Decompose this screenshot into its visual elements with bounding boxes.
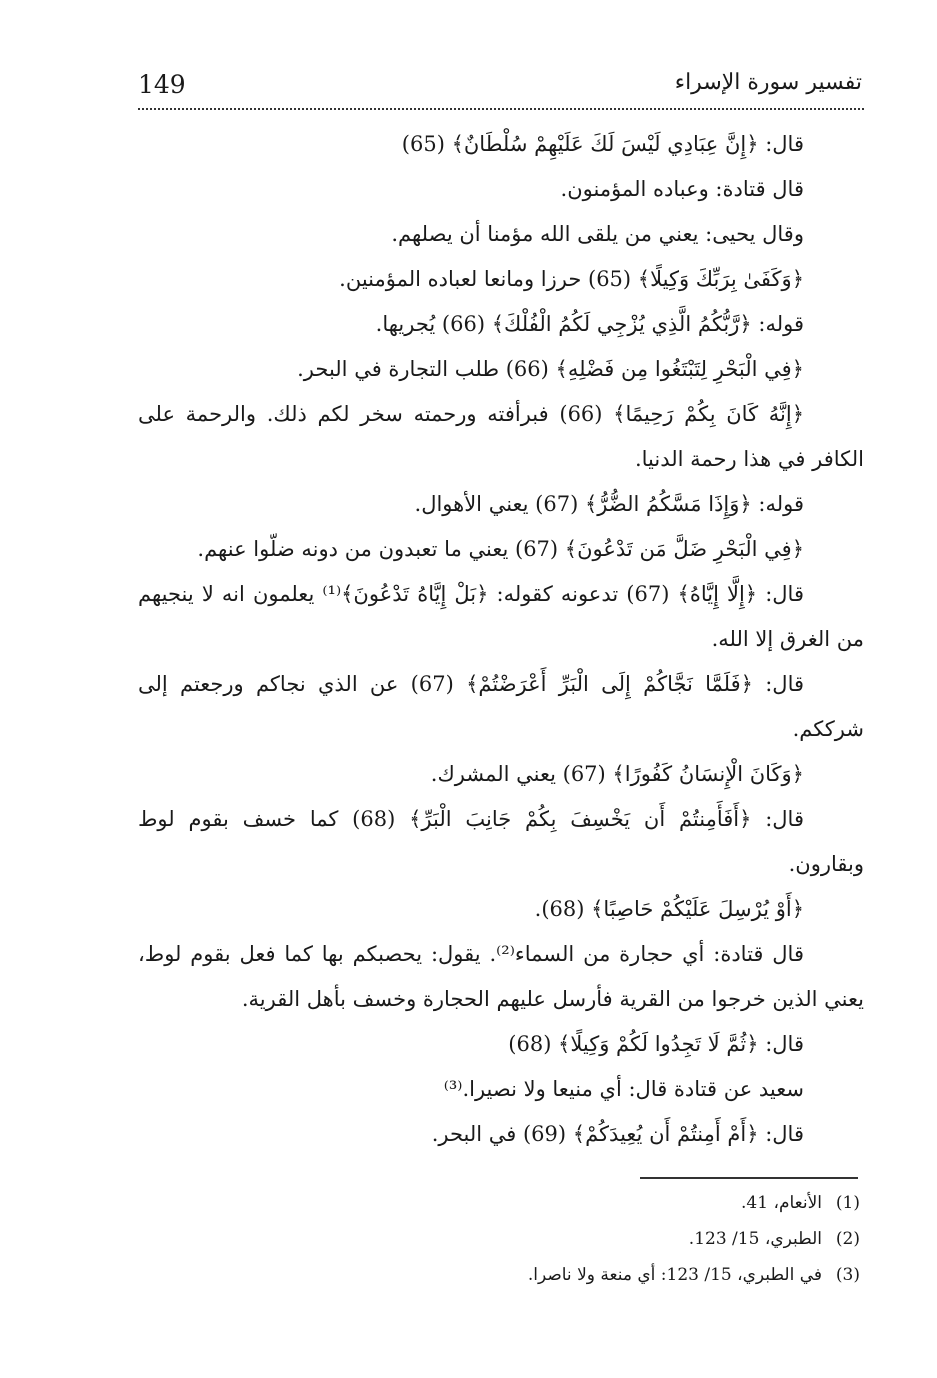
- paragraph: قال: ﴿أَمْ أَمِنتُمْ أَن يُعِيدَكُمْ﴾ (69) في البحر.: [431, 1122, 804, 1146]
- paragraph: قال: ﴿فَلَمَّا نَجَّاكُمْ إِلَى الْبَرِّ أَعْرَضْتُمْ﴾ (67) عن الذي نجاكم ورجعتم إلى شرككم.: [138, 672, 864, 741]
- page-header: [138, 70, 862, 104]
- paragraph: ﴿وَكَانَ الْإِنسَانُ كَفُورًا﴾ (67) يعني المشرك.: [430, 762, 804, 786]
- paragraph: قال: ﴿أَفَأَمِنتُمْ أَن يَخْسِفَ بِكُمْ جَانِبَ الْبَرِّ﴾ (68) كما خسف بقوم لوط وبقارون.: [138, 807, 864, 876]
- footnote: [138, 1221, 860, 1257]
- footnote: [138, 1185, 860, 1221]
- footnote: [138, 1257, 860, 1293]
- page-number: 149: [138, 70, 186, 99]
- main-text: [138, 122, 864, 1157]
- paragraph: قوله: ﴿رَّبُّكُمُ الَّذِي يُزْجِي لَكُمُ الْفُلْكَ﴾ (66) يُجريها.: [375, 312, 804, 336]
- footnote-divider: [640, 1177, 858, 1179]
- paragraph: قال: ﴿إِلَّا إِيَّاهُ﴾ (67) تدعونه كقوله: ﴿بَلْ إِيَّاهُ تَدْعُونَ﴾⁽¹⁾ يعلمون انه لا ينجيهم من الغرق إلا الله.: [138, 582, 864, 651]
- paragraph: قال: ﴿ثُمَّ لَا تَجِدُوا لَكُمْ وَكِيلًا﴾ (68): [508, 1032, 804, 1056]
- paragraph: قال قتادة: أي حجارة من السماء⁽²⁾. يقول: يحصبكم بها كما فعل بقوم لوط، يعني الذين خرجوا من القرية فأرسل عليهم الحجارة وخسف بأهل القرية.: [138, 942, 864, 1011]
- paragraph: ﴿فِي الْبَحْرِ ضَلَّ مَن تَدْعُونَ﴾ (67) يعني ما تعبدون من دونه ضلّوا عنهم.: [197, 537, 804, 561]
- footnotes: [138, 1185, 860, 1293]
- footnote-text: الطبري، 15/ 123.: [688, 1229, 822, 1249]
- footnote-number: (1): [835, 1193, 860, 1213]
- paragraph: ﴿إِنَّهُ كَانَ بِكُمْ رَحِيمًا﴾ (66) فبرأفته ورحمته سخر لكم ذلك. والرحمة على الكافر في هذا رحمة الدنيا.: [138, 402, 864, 471]
- paragraph: سعيد عن قتادة قال: أي منيعا ولا نصيرا.⁽³⁾: [443, 1077, 804, 1101]
- paragraph: وقال يحيى: يعني من يلقى الله مؤمنا أن يصلهم.: [391, 222, 804, 246]
- paragraph: ﴿وَكَفَىٰ بِرَبِّكَ وَكِيلًا﴾ (65) حرزا ومانعا لعباده المؤمنين.: [339, 267, 804, 291]
- paragraph: ﴿أَوْ يُرْسِلَ عَلَيْكُمْ حَاصِبًا﴾ (68).: [534, 897, 804, 921]
- paragraph: قال قتادة: وعباده المؤمنون.: [560, 177, 804, 201]
- paragraph: ﴿فِي الْبَحْرِ لِتَبْتَغُوا مِن فَضْلِهِ﴾ (66) طلب التجارة في البحر.: [297, 357, 804, 381]
- running-title: تفسير سورة الإسراء: [674, 70, 862, 95]
- header-divider: [138, 108, 864, 110]
- footnote-number: (2): [835, 1229, 860, 1249]
- footnote-number: (3): [835, 1265, 860, 1285]
- paragraph: قوله: ﴿وَإِذَا مَسَّكُمُ الضُّرُّ﴾ (67) يعني الأهوال.: [414, 492, 804, 516]
- footnote-text: في الطبري، 15/ 123: أي منعة ولا ناصرا.: [527, 1265, 822, 1285]
- paragraph: قال: ﴿إِنَّ عِبَادِي لَيْسَ لَكَ عَلَيْهِمْ سُلْطَانٌ﴾ (65): [401, 132, 804, 156]
- footnote-text: الأنعام، 41.: [741, 1193, 822, 1213]
